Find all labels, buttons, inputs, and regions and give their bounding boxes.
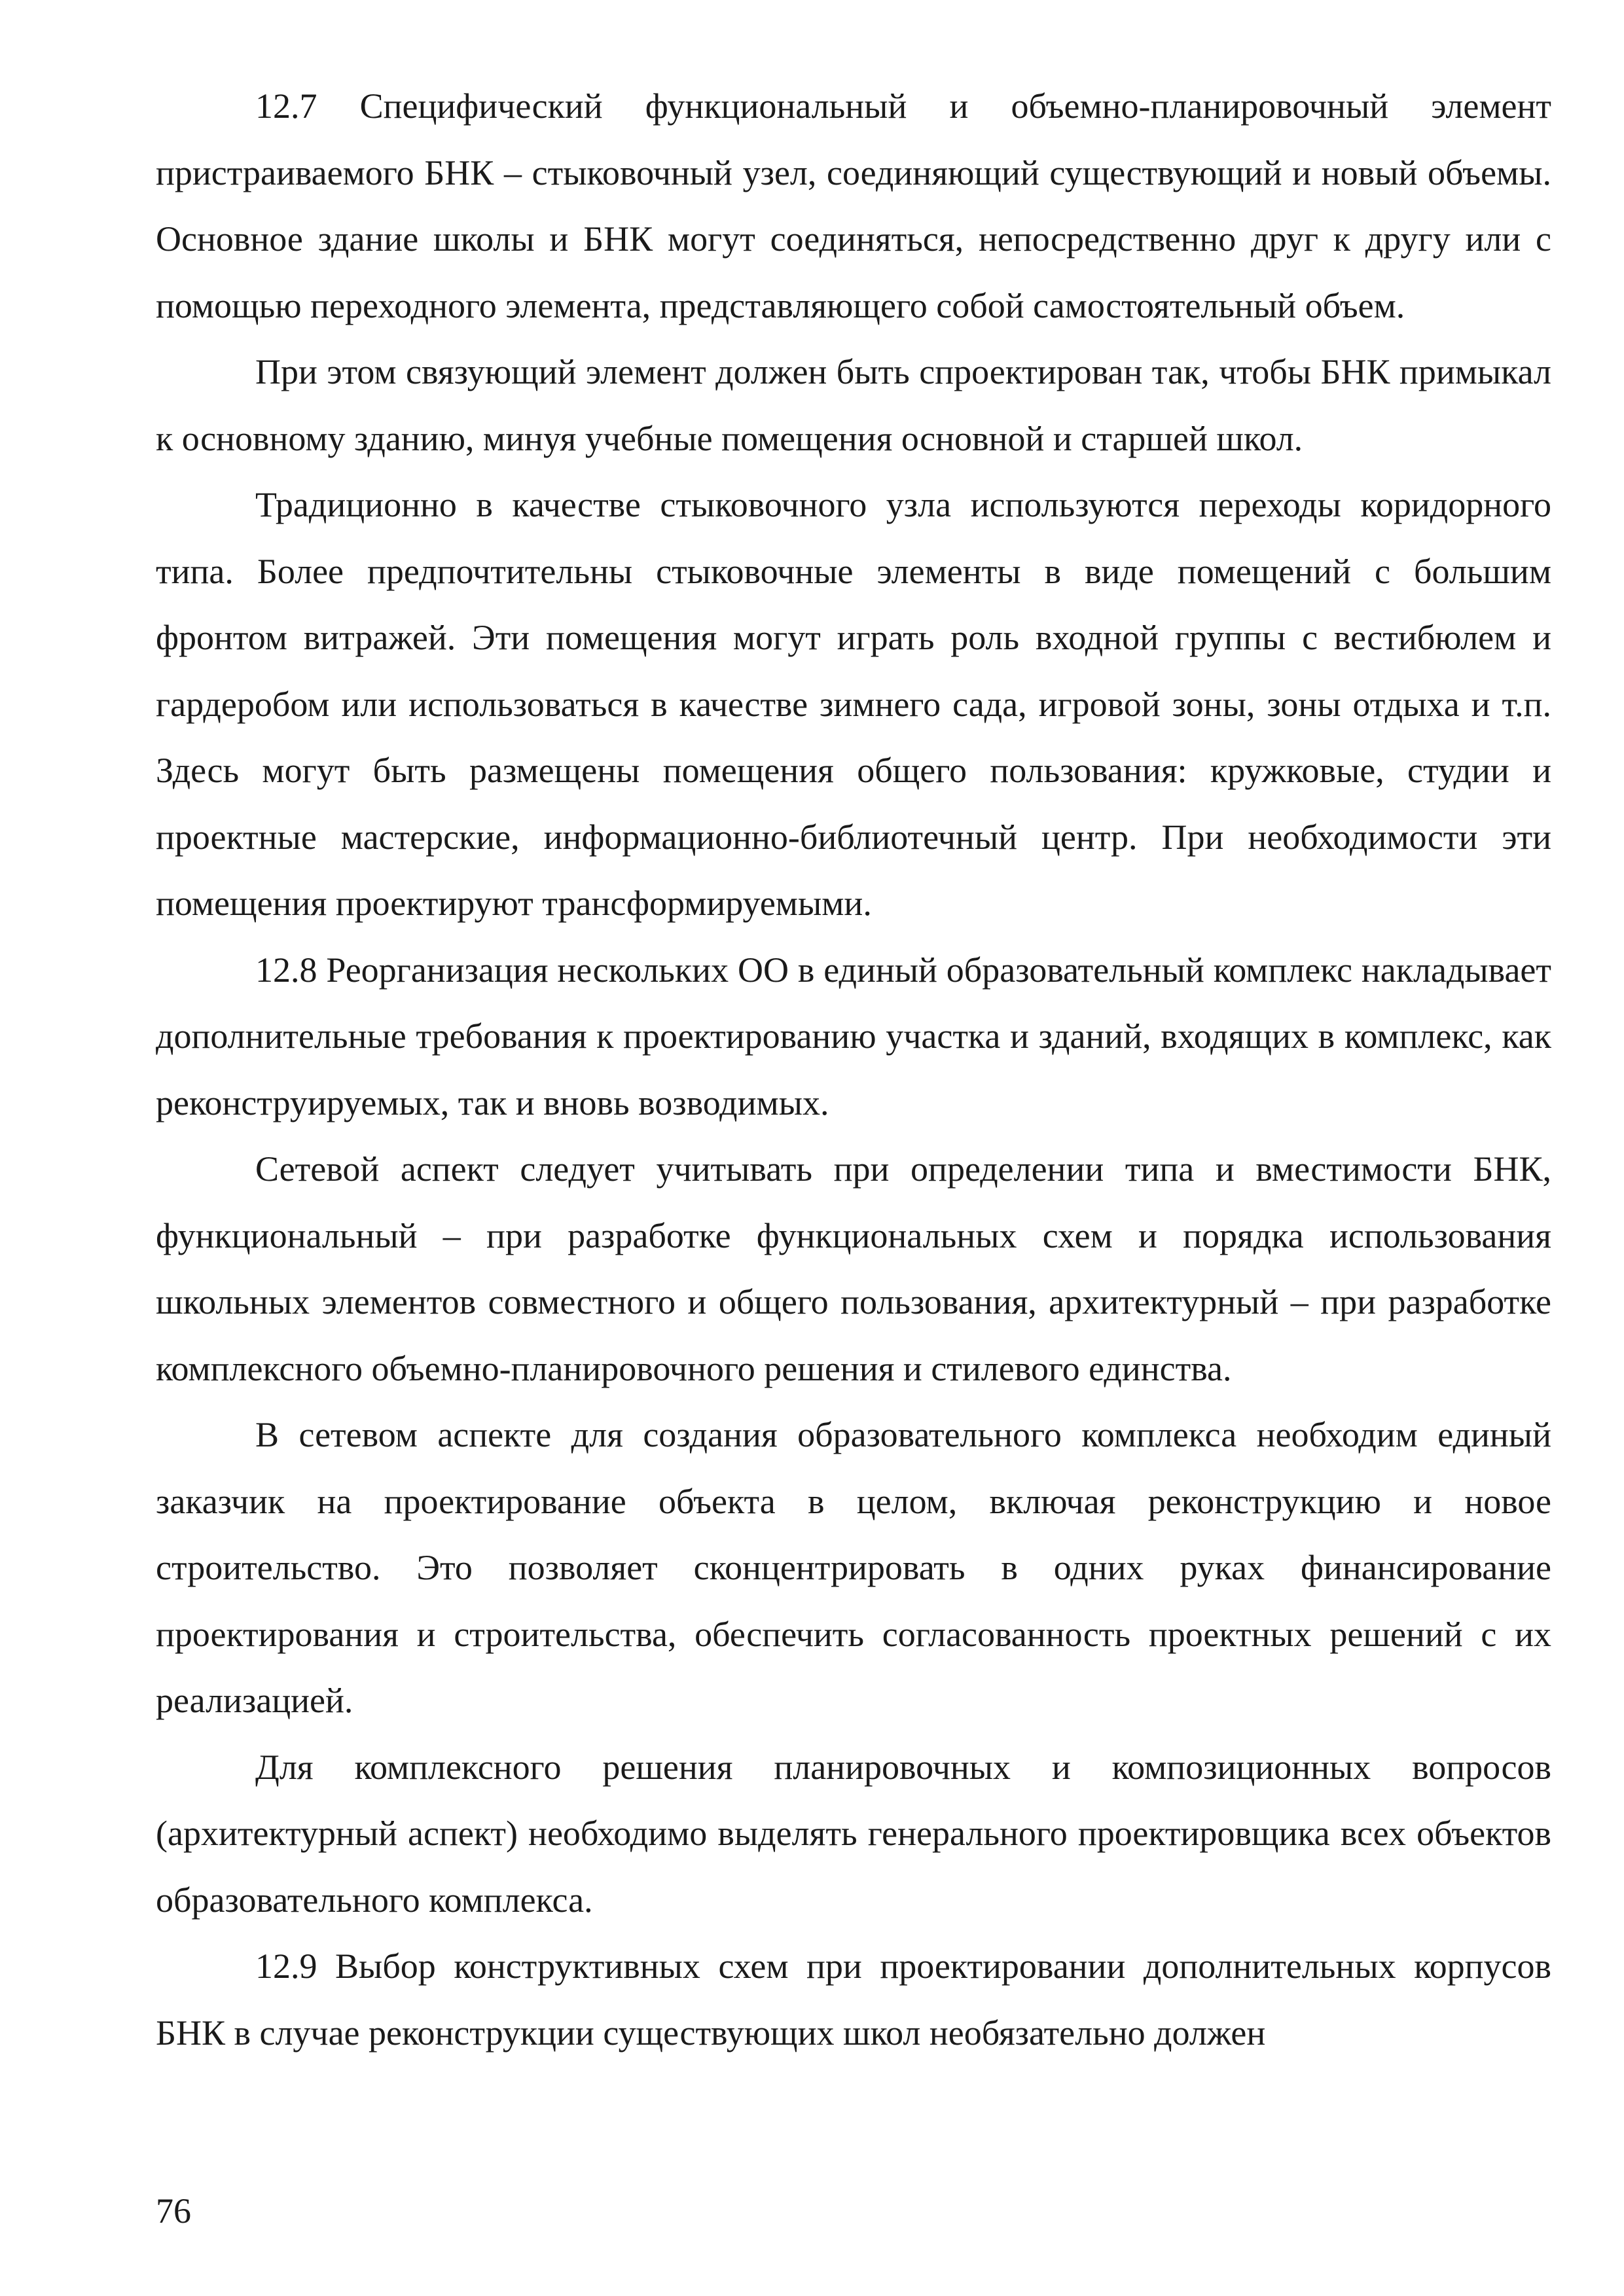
- paragraph-connecting-element: При этом связующий элемент должен быть спроектирован так, чтобы БНК примыкал к основному зданию, минуя учебные помещения основной и старшей школ.: [156, 352, 1551, 458]
- paragraph-12-8: 12.8 Реорганизация нескольких ОО в единый образовательный комплекс накладывает дополнительные требования к проектированию участка и зданий, входящих в комплекс, как реконструируемых, так и вновь возводимых.: [156, 950, 1551, 1122]
- paragraph-docking-node-types: Традиционно в качестве стыковочного узла используются переходы коридорного типа. Более предпочтительны стыковочные элементы в виде помещений с большим фронтом витражей. Эти помещения могут играть роль входной группы с вестибюлем и гардеробом или использоваться в качестве зимнего сада, игровой зоны, зоны отдыха и т.п. Здесь могут быть размещены помещения общего пользования: кружковые, студии и проектные мастерские, информационно-библиотечный центр. При необходимости эти помещения проектируют трансформируемыми.: [156, 485, 1551, 923]
- page-body: [156, 73, 1551, 2066]
- paragraph-network-aspect: Сетевой аспект следует учитывать при определении типа и вместимости БНК, функциональный – при разработке функциональных схем и порядка использования школьных элементов совместного и общего пользования, архитектурный – при разработке комплексного объемно-планировочного решения и стилевого единства.: [156, 1149, 1551, 1388]
- page-number: 76: [156, 2191, 191, 2231]
- paragraph-12-9: 12.9 Выбор конструктивных схем при проектировании дополнительных корпусов БНК в случае реконструкции существующих школ необязательно должен: [156, 1946, 1551, 2053]
- paragraph-12-7: 12.7 Специфический функциональный и объемно-планировочный элемент пристраиваемого БНК – стыковочный узел, соединяющий существующий и новый объемы. Основное здание школы и БНК могут соединяться, непосредственно друг к другу или с помощью переходного элемента, представляющего собой самостоятельный объем.: [156, 86, 1551, 325]
- paragraph-general-designer: Для комплексного решения планировочных и композиционных вопросов (архитектурный аспект) необходимо выделять генерального проектировщика всех объектов образовательного комплекса.: [156, 1747, 1551, 1920]
- paragraph-single-customer: В сетевом аспекте для создания образовательного комплекса необходим единый заказчик на проектирование объекта в целом, включая реконструкцию и новое строительство. Это позволяет сконцентрировать в одних руках финансирование проектирования и строительства, обеспечить согласованность проектных решений с их реализацией.: [156, 1415, 1551, 1720]
